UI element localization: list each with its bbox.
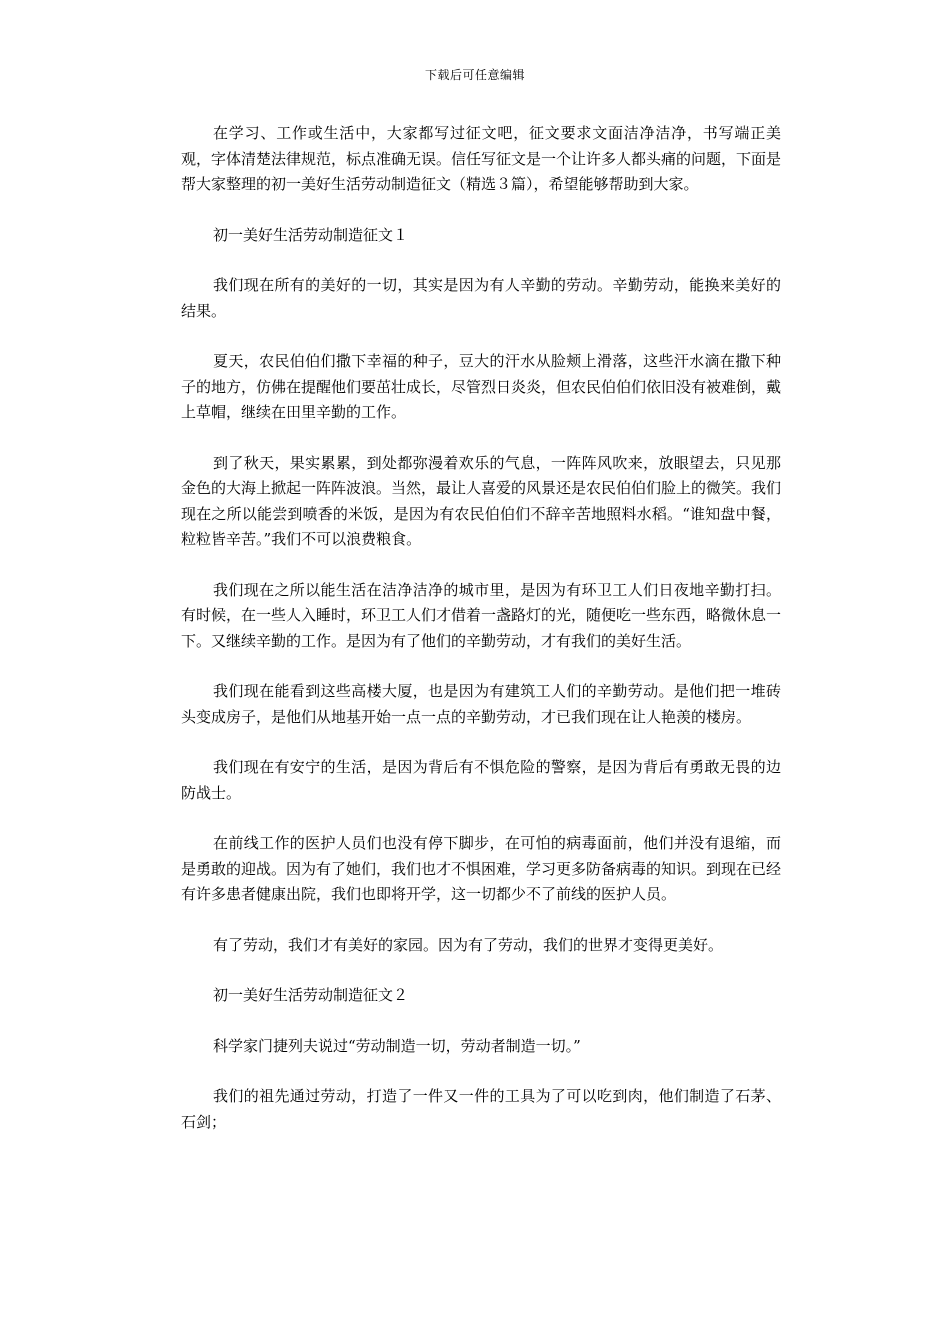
document-body [181,121,781,1160]
paragraph: 我们现在能看到这些高楼大厦，也是因为有建筑工人们的辛勤劳动。是他们把一堆砖头变成房子，是他们从地基开始一点一点的辛勤劳动，才已我们现在让人艳羡的楼房。 [181,682,781,726]
paragraph: 我们的祖先通过劳动，打造了一件又一件的工具为了可以吃到肉，他们制造了石茅、石剑； [181,1087,781,1131]
intro-paragraph: 在学习、工作或生活中，大家都写过征文吧，征文要求文面洁净洁净，书写端正美观，字体清楚法律规范，标点准确无误。信任写征文是一个让许多人都头痛的问题，下面是帮大家整理的初一美好生活劳动制造征文（精选３篇），希望能够帮助到大家。 [181,124,782,193]
paragraph: 夏天，农民伯伯们撒下幸福的种子，豆大的汗水从脸颊上滑落，这些汗水滴在撒下种子的地方，仿佛在提醒他们要茁壮成长，尽管烈日炎炎，但农民伯伯们依旧没有被难倒，戴上草帽，继续在田里辛勤的工作。 [181,352,782,421]
paragraph: 我们现在所有的美好的一切，其实是因为有人辛勤的劳动。辛勤劳动，能换来美好的结果。 [181,276,781,320]
paragraph: 在前线工作的医护人员们也没有停下脚步，在可怕的病毒面前，他们并没有退缩，而是勇敢的迎战。因为有了她们，我们也才不惧困难，学习更多防备病毒的知识。到现在已经有许多患者健康出院，我们也即将开学，这一切都少不了前线的医护人员。 [181,834,782,903]
section-heading-2: 初一美好生活劳动制造征文２ [213,986,409,1004]
section-heading-1: 初一美好生活劳动制造征文１ [213,225,409,244]
paragraph: 到了秋天，果实累累，到处都弥漫着欢乐的气息，一阵阵风吹来，放眼望去，只见那金色的大海上掀起一阵阵波浪。当然，最让人喜爱的风景还是农民伯伯们脸上的微笑。我们现在之所以能尝到喷香的米饭，是因为有农民伯伯们不辞辛苦地照料水稻。“谁知盘中餐，粒粒皆辛苦。”我们不可以浪费粮食。 [181,453,782,548]
paragraph: 有了劳动，我们才有美好的家园。因为有了劳动，我们的世界才变得更美好。 [213,935,724,954]
header-note: 下载后可任意编辑 [424,68,525,82]
paragraph: 科学家门捷列夫说过“劳动制造一切，劳动者制造一切。” [213,1036,581,1055]
paragraph: 我们现在之所以能生活在洁净洁净的城市里，是因为有环卫工人们日夜地辛勤打扫。有时候，在一些人入睡时，环卫工人们才借着一盏路灯的光，随便吃一些东西，略微休息一下。又继续辛勤的工作。是因为有了他们的辛勤劳动，才有我们的美好生活。 [181,580,782,650]
paragraph: 我们现在有安宁的生活，是因为背后有不惧危险的警察，是因为背后有勇敢无畏的边防战士。 [181,758,781,802]
